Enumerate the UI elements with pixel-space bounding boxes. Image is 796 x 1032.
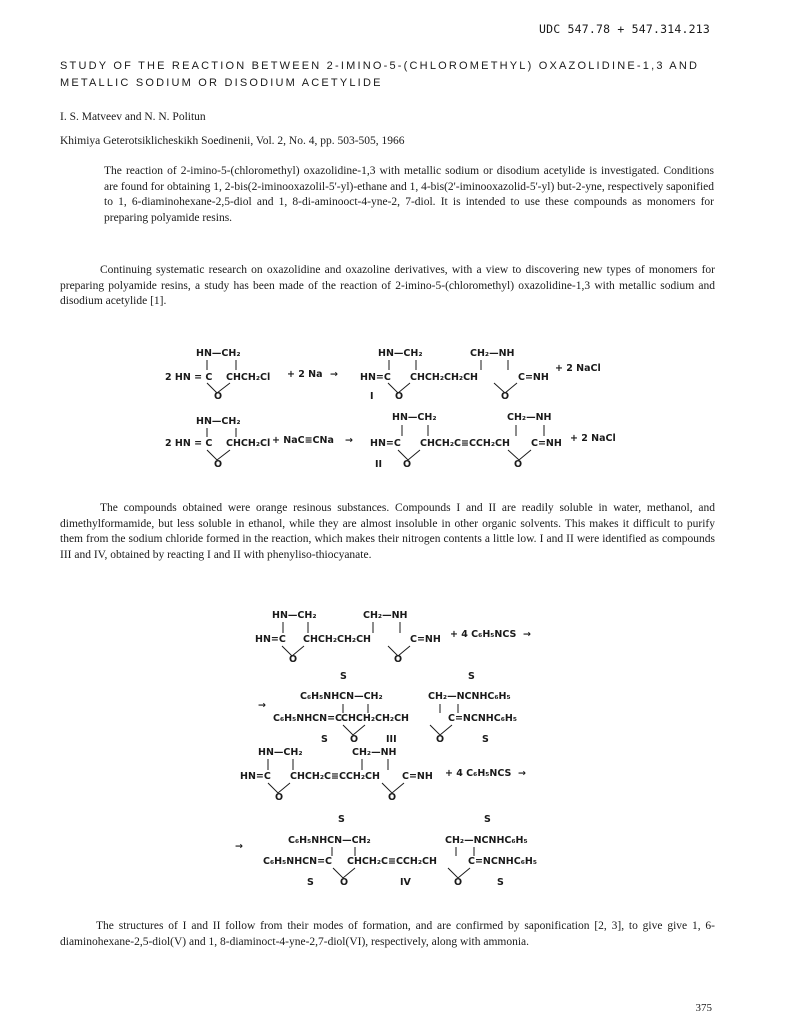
p3-s3: S: [321, 734, 328, 745]
r2-byproduct: + 2 NaCl: [570, 433, 616, 444]
r3-o1: O: [289, 654, 298, 665]
r1-arrow: →: [330, 369, 338, 380]
r1-product-mid: CHCH₂CH₂CH: [410, 372, 479, 383]
r3-left: HN=C: [255, 634, 286, 645]
r1-product-right: C=NH: [518, 372, 549, 383]
r4-left: HN=C: [240, 771, 271, 782]
r4-top2: CH₂—NH: [352, 747, 397, 758]
reaction-2: [165, 412, 616, 470]
p3-o1: O: [350, 734, 359, 745]
p4-arrow: →: [235, 841, 243, 852]
p3-s1: S: [340, 671, 347, 682]
product-III: [258, 671, 517, 745]
r1-reactant-top: HN—CH₂: [196, 348, 241, 359]
p4-top2: CH₂—NCNHC₆H₅: [445, 835, 528, 846]
p4-o1: O: [340, 877, 349, 888]
r4-mid: CHCH₂C≡CCH₂CH: [290, 771, 380, 782]
r1-reagent: + 2 Na: [287, 369, 323, 380]
reaction-1: [165, 348, 601, 402]
r3-arrow: →: [523, 629, 531, 640]
r2-product-left: HN=C: [370, 438, 401, 449]
r3-top1: HN—CH₂: [272, 610, 317, 621]
p3-s4: S: [482, 734, 489, 745]
p3-mid: CHCH₂CH₂CH: [341, 713, 410, 724]
p4-s1: S: [338, 814, 345, 825]
r2-arrow: →: [345, 435, 353, 446]
r4-o1: O: [275, 792, 284, 803]
p3-arrow: →: [258, 700, 266, 711]
r1-product-left: HN=C: [360, 372, 391, 383]
r3-reagent: + 4 C₆H₅NCS: [450, 629, 517, 640]
r4-arrow: →: [518, 768, 526, 779]
r2-product-right: C=NH: [531, 438, 562, 449]
udc-code: UDC 547.78 + 547.314.213: [539, 22, 710, 36]
r4-o2: O: [388, 792, 397, 803]
r1-product-o1: O: [395, 391, 404, 402]
p4-s3: S: [307, 877, 314, 888]
abstract: The reaction of 2-imino-5-(chloromethyl) oxazolidine-1,3 with metallic sodium or disodium acetylide is investigated. Conditions are found for obtaining 1, 2-bis(2-iminooxazolil-5'-yl)-ethane and 1, 4-bis(2'-iminooxazolid-5'-yl) but-2-yne, respectively saponified to 1, 6-diaminohexane-2,5-diol and 1, 8-di-aminooct-4-yne-2, 7-diol. It is intended to use these compounds as monomers for preparing polyamide resins.: [104, 165, 714, 224]
r4-reagent: + 4 C₆H₅NCS: [445, 768, 512, 779]
r1-product-top2: CH₂—NH: [470, 348, 515, 359]
r2-reagent: + NaC≡CNa: [272, 435, 334, 446]
p3-top1: C₆H₅NHCN—CH₂: [300, 691, 383, 702]
reaction-4: [240, 747, 526, 803]
r4-right: C=NH: [402, 771, 433, 782]
r3-top2: CH₂—NH: [363, 610, 408, 621]
p4-right: C=NCNHC₆H₅: [468, 856, 538, 867]
product-IV: [235, 814, 537, 888]
p4-top1: C₆H₅NHCN—CH₂: [288, 835, 371, 846]
results-paragraph: The compounds obtained were orange resinous substances. Compounds I and II are readily soluble in water, methanol, and dimethylformamide, but less soluble in ethanol, while they are almost insoluble in other organic solvents. This makes it difficult to purify them from the sodium chloride formed in the reaction, which makes their nitrogen contents a little low. I and II were identified as compounds III and IV, obtained by reacting I and II with phenyliso-thiocyanate.: [60, 502, 715, 561]
journal-citation: Khimiya Geterotsiklicheskikh Soedinenii, Vol. 2, No. 4, pp. 503-505, 1966: [60, 135, 405, 147]
p4-s4: S: [497, 877, 504, 888]
p4-mid: CHCH₂C≡CCH₂CH: [347, 856, 437, 867]
p3-o2: O: [436, 734, 445, 745]
p4-label: IV: [400, 877, 411, 888]
r1-reactant-right: CHCH₂Cl: [226, 372, 271, 383]
r2-label: II: [375, 459, 383, 470]
r2-product-mid: CHCH₂C≡CCH₂CH: [420, 438, 510, 449]
authors: I. S. Matveev and N. N. Politun: [60, 111, 206, 123]
reaction-3: [255, 610, 531, 665]
final-paragraph: The structures of I and II follow from their modes of formation, and are confirmed by saponification [2, 3], to give give 1, 6-diaminohexane-2,5-diol(V) and 1, 8-diaminoct-4-yne-2,7-diol(VI), respectively, along with ammonia.: [60, 920, 715, 948]
r2-product-top2: CH₂—NH: [507, 412, 552, 423]
r1-product-o2: O: [501, 391, 510, 402]
r2-product-o1: O: [403, 459, 412, 470]
p3-top2: CH₂—NCNHC₆H₅: [428, 691, 511, 702]
r2-product-top1: HN—CH₂: [392, 412, 437, 423]
p3-right: C=NCNHC₆H₅: [448, 713, 518, 724]
intro-paragraph: Continuing systematic research on oxazolidine and oxazoline derivatives, with a view to discovering new types of monomers for preparing polyamide resins, a study has been made of the reaction of 2-imino-5-(chloromethyl) oxazolidine-1,3 with metallic sodium and disodium acetylide [1].: [60, 264, 715, 307]
p4-s2: S: [484, 814, 491, 825]
r2-reactant-o: O: [214, 459, 223, 470]
p3-s2: S: [468, 671, 475, 682]
r2-reactant-right: CHCH₂Cl: [226, 438, 271, 449]
p3-label: III: [386, 734, 397, 745]
r2-reactant-left: 2 HN = C: [165, 438, 213, 449]
r3-o2: O: [394, 654, 403, 665]
r1-product-top1: HN—CH₂: [378, 348, 423, 359]
r3-mid: CHCH₂CH₂CH: [303, 634, 372, 645]
r1-reactant-left: 2 HN = C: [165, 372, 213, 383]
r2-product-o2: O: [514, 459, 523, 470]
article-title: STUDY OF THE REACTION BETWEEN 2-IMINO-5-(CHLOROMETHYL) OXAZOLIDINE-1,3 AND METALLIC SODIUM OR DISODIUM ACETYLIDE: [60, 60, 700, 89]
page-number: 375: [695, 1002, 712, 1014]
r1-label: I: [370, 391, 374, 402]
r1-reactant-o: O: [214, 391, 223, 402]
r2-reactant-top: HN—CH₂: [196, 416, 241, 427]
r1-byproduct: + 2 NaCl: [555, 363, 601, 374]
p4-o2: O: [454, 877, 463, 888]
p3-left: C₆H₅NHCN=C: [273, 713, 343, 724]
r3-right: C=NH: [410, 634, 441, 645]
r4-top1: HN—CH₂: [258, 747, 303, 758]
p4-left: C₆H₅NHCN=C: [263, 856, 333, 867]
